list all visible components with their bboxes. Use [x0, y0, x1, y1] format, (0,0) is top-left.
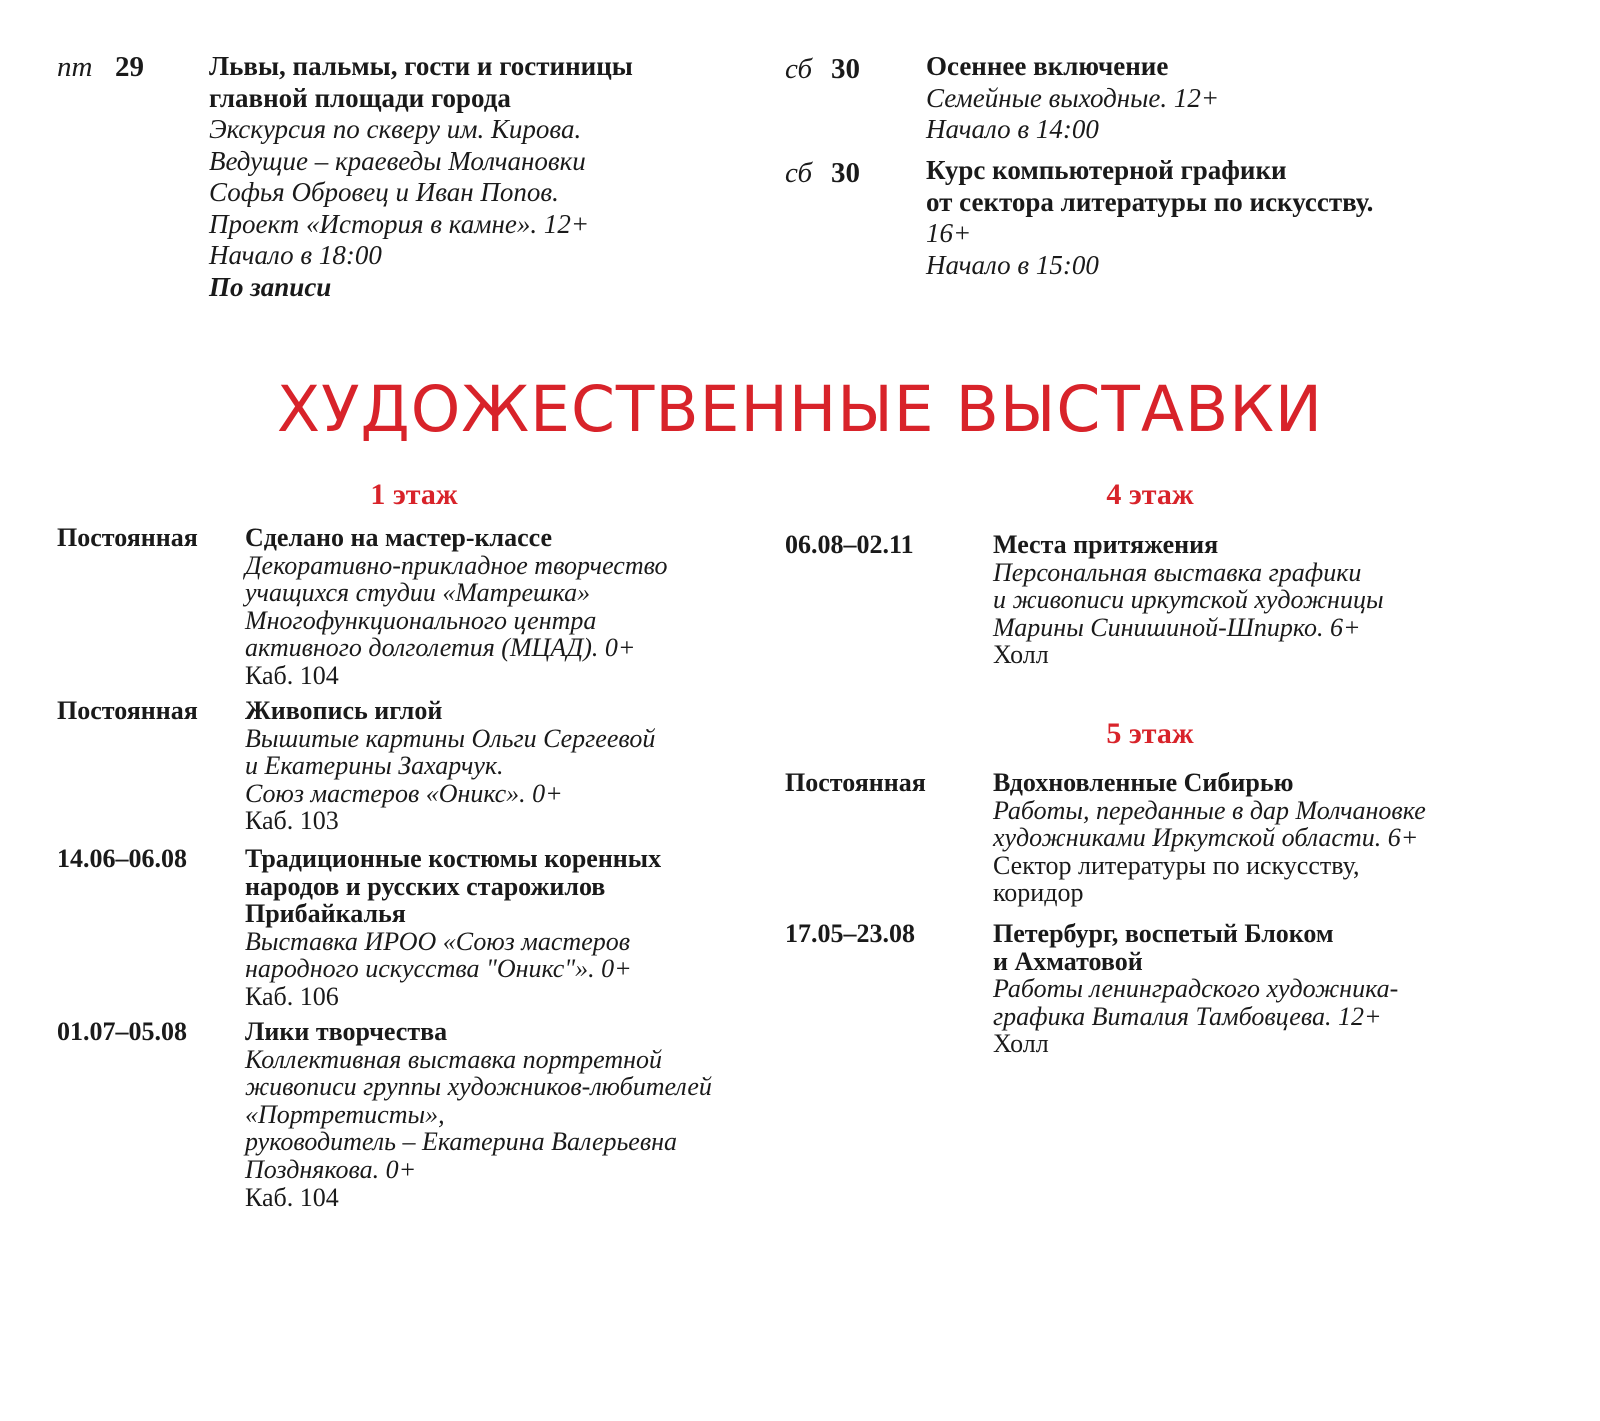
exhibition-desc-line: «Портретисты», [245, 1099, 445, 1129]
exhibition-desc-line: Персональная выставка графики [993, 557, 1362, 587]
exhibition-location: Каб. 104 [245, 1182, 339, 1212]
event-title-line: Осеннее включение [926, 51, 1169, 81]
exhibition-desc-line: Выставка ИРОО «Союз мастеров [245, 926, 631, 956]
exhibition-title-line: народов и русских старожилов [245, 871, 606, 901]
exhibition-desc-line: графика Виталия Тамбовцева. 12+ [993, 1001, 1382, 1031]
event-title-line: от сектора литературы по искусству. [926, 186, 1374, 217]
event-date: 29 [115, 51, 144, 83]
exhibition-desc-line: и живописи иркутской художницы [993, 585, 1384, 615]
exhibition-period: 01.07–05.08 [57, 1017, 187, 1046]
exhibition-period: Постоянная [57, 696, 198, 725]
exhibition-desc-line: Работы, переданные в дар Молчановке [993, 795, 1426, 825]
event-detail-line: Экскурсия по скверу им. Кирова. [209, 114, 582, 144]
exhibition-title-line: Сделано на мастер-классе [245, 523, 553, 552]
exhibition-period: 06.08–02.11 [785, 530, 914, 559]
exhibition-desc-line: Многофункционального центра [245, 605, 597, 635]
event-date: 30 [831, 53, 860, 85]
exhibition-title-line: Прибайкалья [245, 899, 406, 929]
exhibition-desc-line: Союз мастеров «Оникс». 0+ [245, 778, 563, 808]
exhibition-title-line: Петербург, воспетый Блоком [993, 919, 1334, 948]
event-detail-line: Начало в 14:00 [926, 114, 1099, 144]
exhibition-desc-line: Вышитые картины Ольги Сергеевой [245, 723, 656, 753]
exhibition-title-line: Вдохновленные Сибирью [993, 768, 1294, 797]
exhibition-desc-line: Декоративно-прикладное творчество [245, 550, 668, 580]
exhibition-location: Каб. 106 [245, 981, 339, 1011]
event-detail-line: Софья Обровец и Иван Попов. [209, 177, 559, 207]
exhibition-desc-line: и Екатерины Захарчук. [245, 751, 504, 781]
floor-label-4: 4 этаж [1106, 478, 1194, 511]
exhibition-location: Холл [993, 640, 1049, 670]
event-day: сб [785, 157, 813, 189]
event-title-line: Львы, пальмы, гости и гостиницы [209, 51, 633, 81]
exhibition-location: Каб. 103 [245, 806, 339, 836]
event-detail-line: Семейные выходные. 12+ [926, 82, 1220, 113]
event-day: пт [57, 51, 93, 83]
exhibition-desc-line: народного искусства "Оникс"». 0+ [245, 954, 632, 984]
exhibition-title-line: Места притяжения [993, 530, 1219, 559]
exhibition-desc-line: активного долголетия (МЦАД). 0+ [245, 633, 636, 663]
exhibition-title-line: Традиционные костюмы коренных [245, 844, 662, 873]
event-note: По записи [209, 271, 332, 302]
event-detail-line: Проект «История в камне». 12+ [209, 208, 590, 239]
floor-label-1: 1 этаж [370, 478, 458, 511]
exhibition-period: 17.05–23.08 [785, 919, 915, 948]
event-detail-line: Начало в 18:00 [209, 240, 382, 270]
event-day: сб [785, 53, 813, 85]
exhibition-desc-line: Марины Синишиной-Шпирко. 6+ [993, 612, 1361, 642]
section-title: ХУДОЖЕСТВЕННЫЕ ВЫСТАВКИ [276, 373, 1324, 446]
event-detail-line: Начало в 15:00 [926, 249, 1099, 280]
exhibition-desc-line: руководитель – Екатерина Валерьевна [245, 1127, 678, 1157]
event-title-line: главной площади города [209, 82, 511, 113]
exhibition-desc-line: Позднякова. 0+ [245, 1154, 417, 1184]
exhibition-location: Каб. 104 [245, 660, 339, 690]
exhibition-desc-line: учащихся студии «Матрешка» [245, 578, 591, 608]
exhibition-period: 14.06–06.08 [57, 844, 187, 873]
exhibition-title-line: и Ахматовой [993, 946, 1143, 976]
exhibition-desc-line: художниками Иркутской области. 6+ [993, 823, 1419, 853]
exhibition-location: Сектор литературы по искусству, [993, 850, 1360, 880]
exhibition-desc-line: Коллективная выставка портретной [245, 1044, 662, 1074]
floor-label-5: 5 этаж [1106, 717, 1194, 750]
exhibition-desc-line: Работы ленинградского художника- [993, 974, 1399, 1004]
exhibition-location: коридор [993, 878, 1084, 908]
exhibition-period: Постоянная [57, 523, 198, 552]
event-detail-line: Ведущие – краеведы Молчановки [209, 145, 586, 176]
exhibition-period: Постоянная [785, 768, 926, 797]
exhibition-location: Холл [993, 1029, 1049, 1059]
event-title-line: Курс компьютерной графики [926, 155, 1287, 185]
event-detail-line: 16+ [926, 218, 972, 248]
exhibition-desc-line: живописи группы художников-любителей [245, 1072, 712, 1102]
event-date: 30 [831, 157, 860, 189]
exhibition-title-line: Живопись иглой [245, 696, 443, 725]
exhibition-title-line: Лики творчества [245, 1017, 448, 1046]
